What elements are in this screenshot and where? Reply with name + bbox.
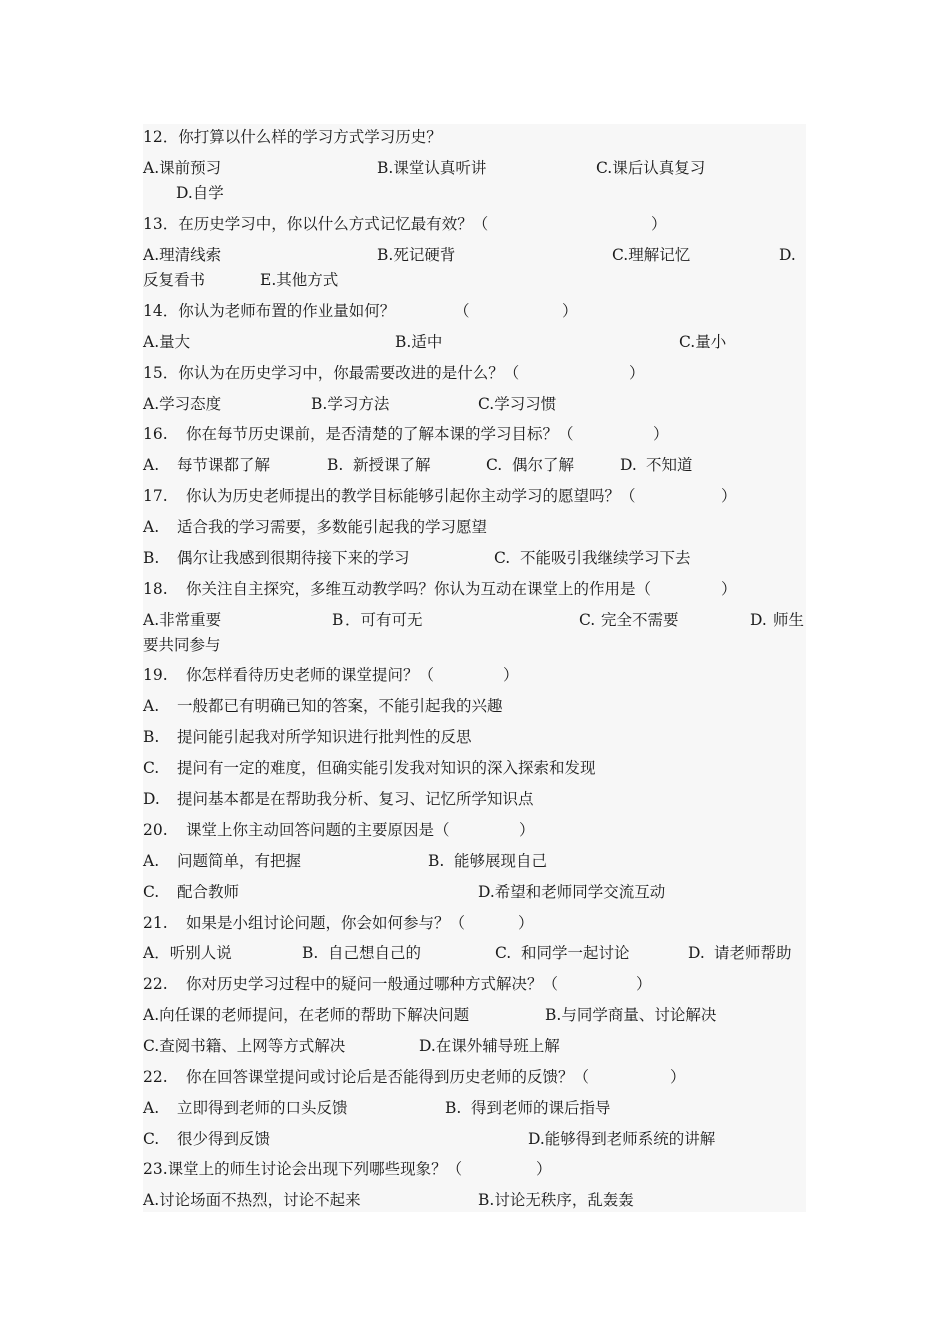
text-segment: B. bbox=[302, 944, 319, 962]
text-segment: 22. bbox=[143, 975, 168, 993]
text-segment: 20. bbox=[143, 821, 168, 839]
text-segment: 新授课了解 bbox=[353, 456, 431, 474]
text-segment: C. bbox=[143, 883, 160, 901]
text-segment: ） bbox=[518, 914, 534, 932]
text-segment: 16. bbox=[143, 425, 168, 443]
text-segment: E.其他方式 bbox=[260, 271, 339, 289]
text-segment: 问题简单，有把握 bbox=[177, 852, 302, 870]
text-segment: B. bbox=[428, 852, 445, 870]
text-segment: ．可有可无 bbox=[345, 611, 423, 629]
text-segment: B.适中 bbox=[395, 333, 443, 351]
text-segment: D. bbox=[779, 246, 796, 264]
text-segment: 偶尔了解 bbox=[512, 456, 575, 474]
text-segment: D. bbox=[143, 790, 160, 808]
text-segment: D. bbox=[620, 456, 637, 474]
text-segment: C. bbox=[143, 759, 160, 777]
text-segment: 你在回答课堂提问或讨论后是否能得到历史老师的反馈？（ bbox=[186, 1068, 590, 1086]
text-segment: C.学习习惯 bbox=[478, 395, 557, 413]
text-segment: A. bbox=[143, 1099, 160, 1117]
text-segment: ） bbox=[721, 487, 737, 505]
text-segment: 提问有一定的难度，但确实能引发我对知识的深入探索和发现 bbox=[177, 759, 596, 777]
text-segment: A．听别人说 bbox=[143, 944, 232, 962]
text-segment: ） bbox=[562, 302, 578, 320]
text-segment: C.理解记忆 bbox=[612, 246, 691, 264]
text-segment: 和同学一起讨论 bbox=[521, 944, 630, 962]
text-segment: D.能够得到老师系统的讲解 bbox=[528, 1130, 716, 1148]
text-segment: 你在每节历史课前，是否清楚的了解本课的学习目标？（ bbox=[186, 425, 574, 443]
text-segment: A.讨论场面不热烈，讨论不起来 bbox=[143, 1191, 361, 1209]
text-segment: C.查阅书籍、上网等方式解决 bbox=[143, 1037, 346, 1055]
text-segment: B bbox=[332, 611, 344, 629]
text-segment: 不知道 bbox=[646, 456, 693, 474]
text-segment: 自己想自己的 bbox=[328, 944, 422, 962]
text-segment: A.向任课的老师提问，在老师的帮助下解决问题 bbox=[143, 1006, 470, 1024]
text-segment: 你认为历史老师提出的教学目标能够引起你主动学习的愿望吗？（ bbox=[186, 487, 636, 505]
text-segment: C. bbox=[495, 944, 512, 962]
text-segment: 请老师帮助 bbox=[714, 944, 792, 962]
text-segment: ） bbox=[629, 364, 645, 382]
text-segment: 要共同参与 bbox=[143, 636, 221, 654]
text-segment: 如果是小组讨论问题，你会如何参与？（ bbox=[186, 914, 466, 932]
text-segment: ） bbox=[519, 821, 535, 839]
text-segment: B.死记硬背 bbox=[377, 246, 456, 264]
text-segment: 14．你认为老师布置的作业量如何？ bbox=[143, 302, 396, 320]
text-segment: 23.课堂上的师生讨论会出现下列哪些现象？（ bbox=[143, 1160, 463, 1178]
text-segment: 反复看书 bbox=[143, 271, 206, 289]
text-segment: 能够展现自己 bbox=[454, 852, 548, 870]
text-segment: 配合教师 bbox=[177, 883, 240, 901]
text-segment: 你关注自主探究，多维互动教学吗？你认为互动在课堂上的作用是（ bbox=[186, 580, 652, 598]
text-segment: A.非常重要 bbox=[143, 611, 222, 629]
text-segment: C. bbox=[579, 611, 596, 629]
text-segment: ） bbox=[670, 1068, 686, 1086]
text-segment: ） bbox=[503, 666, 519, 684]
text-segment: 提问能引起我对所学知识进行批判性的反思 bbox=[177, 728, 472, 746]
text-segment: ） bbox=[721, 580, 737, 598]
text-segment: 完全不需要 bbox=[601, 611, 679, 629]
text-segment: C.课后认真复习 bbox=[596, 159, 706, 177]
text-segment: A.学习态度 bbox=[143, 395, 222, 413]
text-segment: 不能吸引我继续学习下去 bbox=[520, 549, 691, 567]
text-segment: C. bbox=[143, 1130, 160, 1148]
text-segment: B. bbox=[143, 549, 160, 567]
text-segment: 课堂上你主动回答问题的主要原因是（ bbox=[186, 821, 450, 839]
text-segment: 22. bbox=[143, 1068, 168, 1086]
text-segment: C. bbox=[494, 549, 511, 567]
text-segment: 提问基本都是在帮助我分析、复习、记忆所学知识点 bbox=[177, 790, 534, 808]
text-segment: A. bbox=[143, 518, 160, 536]
text-segment: 得到老师的课后指导 bbox=[471, 1099, 611, 1117]
text-segment: C.量小 bbox=[679, 333, 727, 351]
text-segment: 17. bbox=[143, 487, 168, 505]
text-segment: （ bbox=[454, 302, 470, 320]
text-segment: 18. bbox=[143, 580, 168, 598]
text-segment: B. bbox=[143, 728, 160, 746]
text-segment: 12．你打算以什么样的学习方式学习历史？ bbox=[143, 128, 442, 146]
text-segment: 很少得到反馈 bbox=[177, 1130, 271, 1148]
text-segment: 你怎样看待历史老师的课堂提问？（ bbox=[186, 666, 435, 684]
text-segment: D.希望和老师同学交流互动 bbox=[478, 883, 666, 901]
text-segment: A.量大 bbox=[143, 333, 191, 351]
text-segment: 15．你认为在历史学习中，你最需要改进的是什么？（ bbox=[143, 364, 520, 382]
text-segment: B.与同学商量、讨论解决 bbox=[545, 1006, 717, 1024]
text-segment: 一般都已有明确已知的答案，不能引起我的兴趣 bbox=[177, 697, 503, 715]
text-segment: D. bbox=[750, 611, 767, 629]
text-segment: 13．在历史学习中，你以什么方式记忆最有效？（ bbox=[143, 215, 489, 233]
text-segment: ） bbox=[636, 975, 652, 993]
text-segment: 师生 bbox=[773, 611, 805, 629]
text-segment: A.课前预习 bbox=[143, 159, 222, 177]
text-segment: D.在课外辅导班上解 bbox=[419, 1037, 560, 1055]
text-segment: 偶尔让我感到很期待接下来的学习 bbox=[177, 549, 410, 567]
text-segment: ） bbox=[653, 425, 669, 443]
text-segment: A. bbox=[143, 697, 160, 715]
text-segment: A. bbox=[143, 456, 160, 474]
text-segment: 你对历史学习过程中的疑问一般通过哪种方式解决？（ bbox=[186, 975, 559, 993]
text-segment: 每节课都了解 bbox=[177, 456, 271, 474]
text-segment: D. bbox=[688, 944, 705, 962]
text-segment: B.学习方法 bbox=[311, 395, 390, 413]
text-segment: 立即得到老师的口头反馈 bbox=[177, 1099, 348, 1117]
text-segment: A.理清线索 bbox=[143, 246, 222, 264]
text-segment: A. bbox=[143, 852, 160, 870]
text-segment: 21. bbox=[143, 914, 168, 932]
text-segment: B.课堂认真听讲 bbox=[377, 159, 487, 177]
text-segment: D.自学 bbox=[176, 184, 224, 202]
text-segment: B. bbox=[327, 456, 344, 474]
text-segment: 适合我的学习需要，多数能引起我的学习愿望 bbox=[177, 518, 488, 536]
text-segment: 19. bbox=[143, 666, 168, 684]
text-segment: ） bbox=[536, 1160, 552, 1178]
text-segment: C. bbox=[486, 456, 503, 474]
text-segment: ） bbox=[651, 215, 667, 233]
text-segment: B. bbox=[445, 1099, 462, 1117]
text-segment: B.讨论无秩序，乱轰轰 bbox=[478, 1191, 634, 1209]
